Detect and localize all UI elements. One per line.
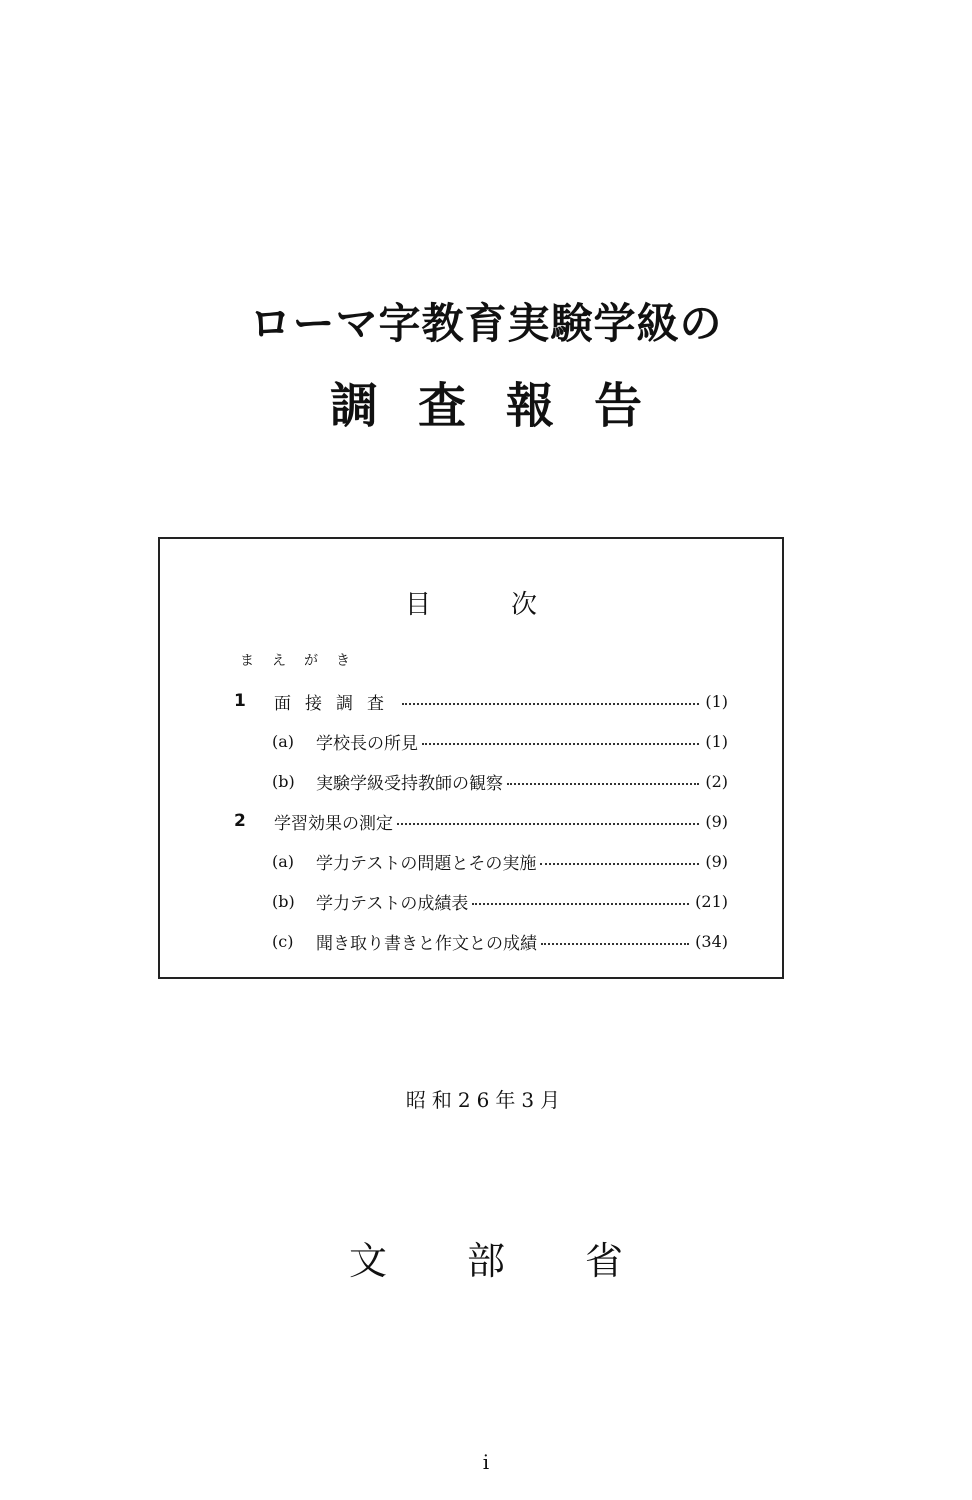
toc-entry xyxy=(234,887,728,915)
toc-entry-title: 学力テストの成績表 xyxy=(316,893,469,914)
toc-preface: まえがき xyxy=(240,653,368,669)
toc-entry-page: (34) xyxy=(695,931,728,951)
toc-entry xyxy=(234,727,728,755)
toc-leader-dots xyxy=(422,743,699,745)
publisher-name: 文部省 xyxy=(348,1239,703,1283)
toc-leader-dots xyxy=(472,903,689,905)
toc-entry-title: 聞き取り書きと作文との成績 xyxy=(316,933,537,954)
toc-entry-number: 2 xyxy=(234,811,246,831)
toc-entry-page: (1) xyxy=(705,731,728,751)
toc-leader-dots xyxy=(402,703,699,705)
toc-entry-marker: (a) xyxy=(272,731,295,751)
toc-entry-title: 実験学級受持教師の観察 xyxy=(316,773,503,794)
toc-leader-dots xyxy=(507,783,699,785)
report-title-line-1: ローマ字教育実験学級の xyxy=(249,299,723,348)
table-of-contents xyxy=(158,537,784,979)
publication-date: 昭和26年3月 xyxy=(405,1088,567,1112)
toc-entry-number: 1 xyxy=(234,691,246,711)
toc-entry-marker: (b) xyxy=(272,771,295,791)
toc-entry-page: (21) xyxy=(695,891,728,911)
toc-entry xyxy=(234,767,728,795)
report-title-line-2: 調査報告 xyxy=(329,378,682,434)
toc-entry xyxy=(234,687,728,715)
toc-heading: 目次 xyxy=(404,590,617,620)
toc-leader-dots xyxy=(540,863,699,865)
toc-entry-page: (2) xyxy=(705,771,728,791)
toc-entry-page: (9) xyxy=(705,851,728,871)
toc-entry-title: 学力テストの問題とその実施 xyxy=(316,853,537,874)
toc-leader-dots xyxy=(541,943,689,945)
toc-entry-title: 面接調査 xyxy=(274,693,398,714)
toc-entry-title: 学習効果の測定 xyxy=(274,813,393,834)
toc-entry-page: (9) xyxy=(705,811,728,831)
toc-entry-page: (1) xyxy=(705,691,728,711)
toc-entry xyxy=(234,807,728,835)
toc-entry-marker: (a) xyxy=(272,851,295,871)
toc-entry xyxy=(234,847,728,875)
toc-entry-marker: (b) xyxy=(272,891,295,911)
page-number: i xyxy=(482,1450,490,1474)
toc-leader-dots xyxy=(397,823,699,825)
toc-entry-title: 学校長の所見 xyxy=(316,733,418,754)
toc-entry xyxy=(234,927,728,955)
toc-entry-marker: (c) xyxy=(272,931,294,951)
